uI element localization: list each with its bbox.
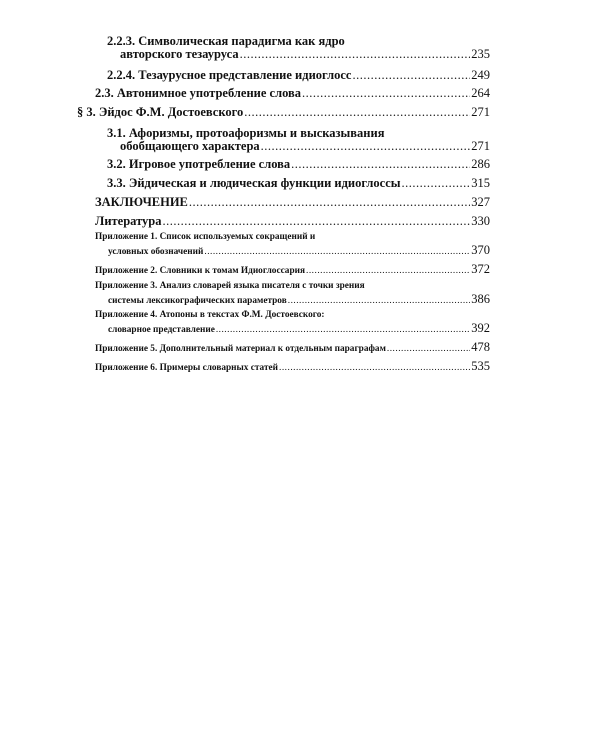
- toc-page-number: 271: [471, 139, 490, 153]
- toc-page-number: 535: [471, 359, 490, 373]
- toc-entry-title: Литература: [95, 214, 162, 228]
- toc-entry-appendix-3[interactable]: [108, 292, 490, 307]
- toc-entry-appendix-1-line1: [95, 232, 315, 242]
- toc-page-number: 327: [471, 195, 490, 209]
- toc-entry-title: Приложение 6. Примеры словарных статей: [95, 363, 279, 373]
- leader-dots: [387, 344, 470, 354]
- toc-entry-literature[interactable]: [95, 214, 490, 229]
- toc-entry-title-cont: условных обозначений: [108, 247, 204, 257]
- leader-dots: [216, 325, 470, 335]
- toc-entry-title: 3.2. Игровое употребление слова: [107, 157, 291, 171]
- toc-entry-title: Приложение 4. Атопоны в текстах Ф.М. Достоевского:: [95, 310, 325, 320]
- toc-page-number: 478: [471, 340, 490, 354]
- toc-entry-appendix-5[interactable]: [95, 340, 490, 355]
- toc-entry-title: 2.2.4. Тезаурусное представление идиоглосс: [107, 68, 352, 82]
- leader-dots: [244, 105, 470, 120]
- toc-entry-title: 2.3. Автонимное употребление слова: [95, 86, 302, 100]
- toc-page-number: 315: [471, 176, 490, 190]
- toc-entry-appendix-6[interactable]: [95, 359, 490, 374]
- leader-dots: [288, 296, 471, 306]
- toc-entry-3-3[interactable]: [107, 176, 490, 191]
- toc-page-number: 286: [471, 157, 490, 171]
- toc-entry-appendix-1[interactable]: [108, 243, 490, 258]
- toc-entry-appendix-4[interactable]: [108, 321, 490, 336]
- toc-entry-title: Приложение 5. Дополнительный материал к отдельным параграфам: [95, 344, 386, 354]
- leader-dots: [306, 266, 470, 276]
- toc-entry-appendix-2[interactable]: [95, 262, 490, 277]
- leader-dots: [402, 176, 471, 191]
- leader-dots: [352, 68, 470, 83]
- leader-dots: [204, 247, 470, 257]
- toc-entry-title-cont: системы лексикографических параметров: [108, 296, 287, 306]
- toc-page-number: 330: [471, 214, 490, 228]
- toc-entry-2-2-3[interactable]: [120, 47, 490, 62]
- leader-dots: [240, 47, 471, 62]
- toc-page-number: 392: [471, 321, 490, 335]
- toc-page-number: 370: [471, 243, 490, 257]
- toc-entry-title: ЗАКЛЮЧЕНИЕ: [95, 195, 188, 209]
- toc-entry-appendix-4-line1: [95, 310, 324, 320]
- toc-entry-3-2[interactable]: [107, 157, 490, 172]
- toc-page-number: 264: [471, 86, 490, 100]
- leader-dots: [291, 157, 470, 172]
- leader-dots: [302, 86, 470, 101]
- toc-page-number: 372: [471, 262, 490, 276]
- toc-entry-title: 2.2.3. Символическая парадигма как ядро: [107, 34, 345, 48]
- toc-entry-3-1[interactable]: [120, 139, 490, 154]
- leader-dots: [261, 139, 471, 154]
- toc-entry-conclusion[interactable]: [95, 195, 490, 210]
- toc-entry-title: § 3. Эйдос Ф.М. Достоевского: [77, 105, 244, 119]
- toc-entry-title: Приложение 2. Словники к томам Идиоглоссария: [95, 266, 306, 276]
- leader-dots: [279, 363, 470, 373]
- toc-entry-2-3[interactable]: [95, 86, 490, 101]
- toc-page-number: 386: [471, 292, 490, 306]
- toc-entry-title: Приложение 3. Анализ словарей языка писателя с точки зрения: [95, 281, 365, 291]
- toc-entry-title-cont: авторского тезауруса: [120, 47, 239, 61]
- leader-dots: [189, 195, 470, 210]
- toc-entry-title-cont: обобщающего характера: [120, 139, 260, 153]
- toc-entry-section-3[interactable]: [77, 105, 490, 120]
- toc-page-number: 249: [471, 68, 490, 82]
- toc-entry-2-2-4[interactable]: [107, 68, 490, 83]
- toc-page-number: 235: [471, 47, 490, 61]
- toc-entry-title: 3.1. Афоризмы, протоафоризмы и высказывания: [107, 126, 385, 140]
- toc-entry-appendix-3-line1: [95, 281, 365, 291]
- toc-entry-title: Приложение 1. Список используемых сокращений и: [95, 232, 316, 242]
- toc-page-number: 271: [471, 105, 490, 119]
- toc-entry-title: 3.3. Эйдическая и людическая функции идиоглоссы: [107, 176, 401, 190]
- toc-entry-title-cont: словарное представление: [108, 325, 215, 335]
- leader-dots: [163, 214, 471, 229]
